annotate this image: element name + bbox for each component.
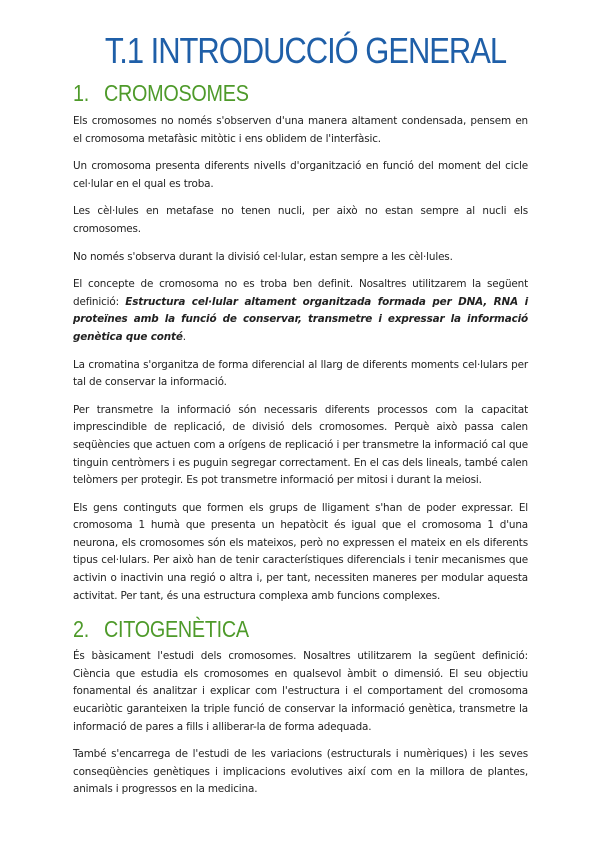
definition-paragraph <box>73 276 528 346</box>
paragraph: Els gens continguts que formen els grups de lligament s'han de poder expressar. El cromosoma 1 humà que presenta un hepatòcit és igual que el cromosoma 1 d'una neurona, els cromosomes són els mateixos, però no expressen el mateix en els diferents tipus cel·lulars. Per això han de tenir característiques diferencials i tenir mecanismes que activin o inactivin una regió o altra i, per tant, necessiten maneres per modular aquesta activitat. Per tant, és una estructura complexa amb funcions complexes. <box>73 501 528 602</box>
paragraph: Les cèl·lules en metafase no tenen nucli, per això no estan sempre al nucli els cromosomes. <box>73 205 528 235</box>
paragraph: No només s'observa durant la divisió cel·lular, estan sempre a les cèl·lules. <box>73 250 453 263</box>
section-number: 1. <box>73 80 89 106</box>
paragraph: Per transmetre la informació són necessaris diferents processos com la capacitat imprescindible de replicació, de divisió dels cromosomes. Perquè això passa calen seqüències que actuen com a orígens de replicació i per transmetre la informació cal que tinguin centròmers i es puguin segregar correctament. En el cas dels lineals, també calen telòmers per protegir. Es pot transmetre informació per mitosi i durant la meiosi. <box>73 403 528 487</box>
paragraph: La cromatina s'organitza de forma diferencial al llarg de diferents moments cel·lulars per tal de conservar la informació. <box>73 358 528 389</box>
paragraph: També s'encarrega de l'estudi de les variacions (estructurals i numèriques) i les seves conseqüències genètiques i implicacions evolutives així com en la millora de plantes, animals i progressos en la medicina. <box>73 748 528 796</box>
paragraph: Un cromosoma presenta diferents nivells d'organització en funció del moment del cicle cel·lular en el qual es troba. <box>73 160 528 190</box>
definition-intro: El concepte de cromosoma no es troba ben definit. Nosaltres utilitzarem la següent definició: <box>73 278 528 308</box>
definition-text: Estructura cel·lular altament organitzada formada per DNA, RNA i proteïnes amb la funció de conservar, transmetre i expressar la informació genètica que conté <box>73 295 528 343</box>
paragraph: És bàsicament l'estudi dels cromosomes. Nosaltres utilitzarem la següent definició: Ciència que estudia els cromosomes en qualsevol àmbit o dimensió. El seu objectiu fonamental és analitzar i explicar com l'estructura i el comportament del cromosoma eucariòtic garanteixen la triple funció de conservar la informació genètica, transmetre la informació de pares a fills i alliberar-la de forma adequada. <box>73 650 528 733</box>
paragraph: Els cromosomes no només s'observen d'una manera altament condensada, pensem en el cromosoma metafàsic mitòtic i ens oblidem de l'interfàsic. <box>73 115 528 145</box>
section-number: 2. <box>73 616 89 643</box>
definition-end: . <box>182 330 186 343</box>
section-heading-cromosomes <box>73 79 464 107</box>
section-title: CITOGENÈTICA <box>103 616 249 643</box>
page-title: T.1 INTRODUCCIÓ GENERAL <box>104 30 507 71</box>
section-heading-citogenetica <box>73 615 464 643</box>
section-title: CROMOSOMES <box>103 80 249 106</box>
document-page <box>73 0 528 809</box>
